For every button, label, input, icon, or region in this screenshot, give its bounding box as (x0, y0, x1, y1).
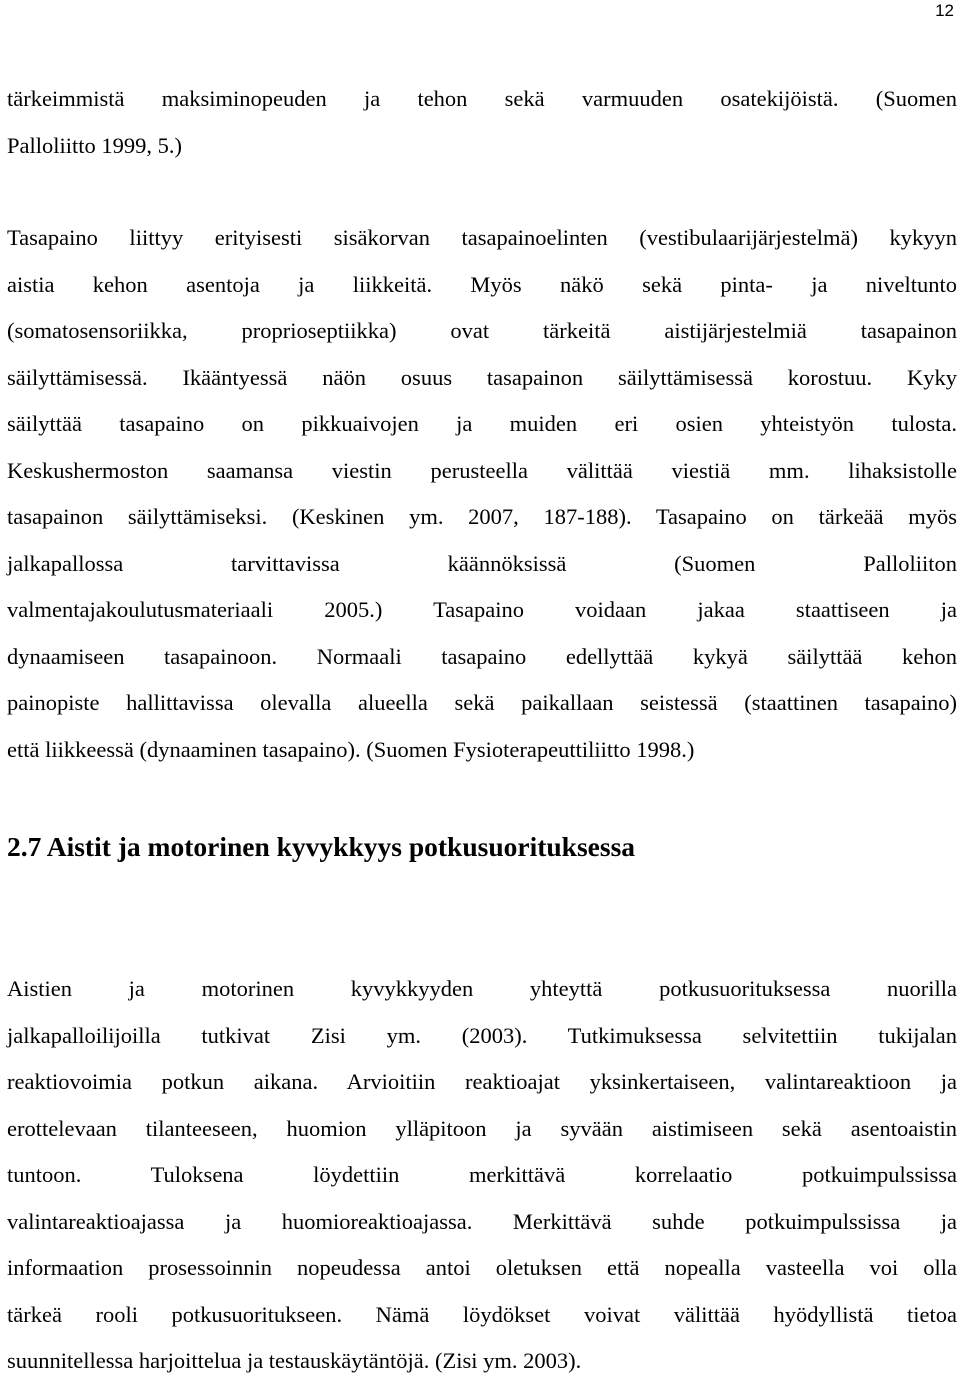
text-line: (somatosensoriikka, proprioseptiikka) ovat tärkeitä aistijärjestelmiä tasapainon (7, 318, 957, 343)
text-line: Keskushermoston saamansa viestin perusteella välittää viestiä mm. lihaksistolle (7, 457, 957, 483)
section-heading: 2.7 Aistit ja motorinen kyvykkyys potkusuorituksessa (7, 831, 636, 862)
text-line: Palloliitto 1999, 5.) (7, 132, 183, 158)
paragraph-2 (7, 215, 957, 773)
text-line: reaktiovoimia potkun aikana. Arvioitiin reaktioajat yksinkertaiseen, valintareaktioon ja (7, 1069, 957, 1094)
text-line: tärkeä rooli potkusuoritukseen. Nämä löydökset voivat välittää hyödyllistä tietoa (7, 1301, 957, 1327)
text-line: informaation prosessoinnin nopeudessa antoi oletuksen että nopealla vasteella voi olla (7, 1255, 957, 1280)
text-line: tärkeimmistä maksiminopeuden ja tehon sekä varmuuden osatekijöistä. (Suomen (7, 86, 957, 111)
paragraph-1 (7, 76, 957, 169)
page-number: 12 (935, 1, 954, 20)
text-line: tasapainon säilyttämiseksi. (Keskinen ym. 2007, 187-188). Tasapaino on tärkeää myös (7, 504, 957, 529)
text-line: säilyttää tasapaino on pikkuaivojen ja muiden eri osien yhteistyön tulosta. (7, 411, 957, 436)
text-line: Aistien ja motorinen kyvykkyyden yhteyttä potkusuorituksessa nuorilla (7, 976, 957, 1001)
text-line: jalkapalloilijoilla tutkivat Zisi ym. (2003). Tutkimuksessa selvitettiin tukijalan (7, 1022, 957, 1048)
paragraph-3 (7, 966, 957, 1385)
text-line: suunnitellessa harjoittelua ja testauskäytäntöjä. (Zisi ym. 2003). (7, 1348, 582, 1373)
text-line: tuntoon. Tuloksena löydettiin merkittävä korrelaatio potkuimpulssissa (7, 1162, 957, 1187)
text-line: jalkapallossa tarvittavissa käännöksissä (Suomen Palloliiton (7, 550, 957, 576)
text-line: säilyttämisessä. Ikääntyessä näön osuus tasapainon säilyttämisessä korostuu. Kyky (7, 364, 957, 390)
text-line: valmentajakoulutusmateriaali 2005.) Tasapaino voidaan jakaa staattiseen ja (7, 597, 957, 622)
text-line: dynaamiseen tasapainoon. Normaali tasapaino edellyttää kykyä säilyttää kehon (7, 643, 957, 669)
text-line: aistia kehon asentoja ja liikkeitä. Myös näkö sekä pinta- ja niveltunto (7, 271, 957, 297)
text-line: Tasapaino liittyy erityisesti sisäkorvan tasapainoelinten (vestibulaarijärjestelmä) kykyyn (7, 225, 957, 250)
text-line: että liikkeessä (dynaaminen tasapaino). (Suomen Fysioterapeuttiliitto 1998.) (7, 736, 695, 762)
text-line: painopiste hallittavissa olevalla alueella sekä paikallaan seistessä (staattinen tasapaino) (7, 690, 957, 715)
text-line: erottelevaan tilanteeseen, huomion ylläpitoon ja syvään aistimiseen sekä asentoaistin (7, 1115, 957, 1141)
text-line: valintareaktioajassa ja huomioreaktioajassa. Merkittävä suhde potkuimpulssissa ja (7, 1208, 957, 1234)
